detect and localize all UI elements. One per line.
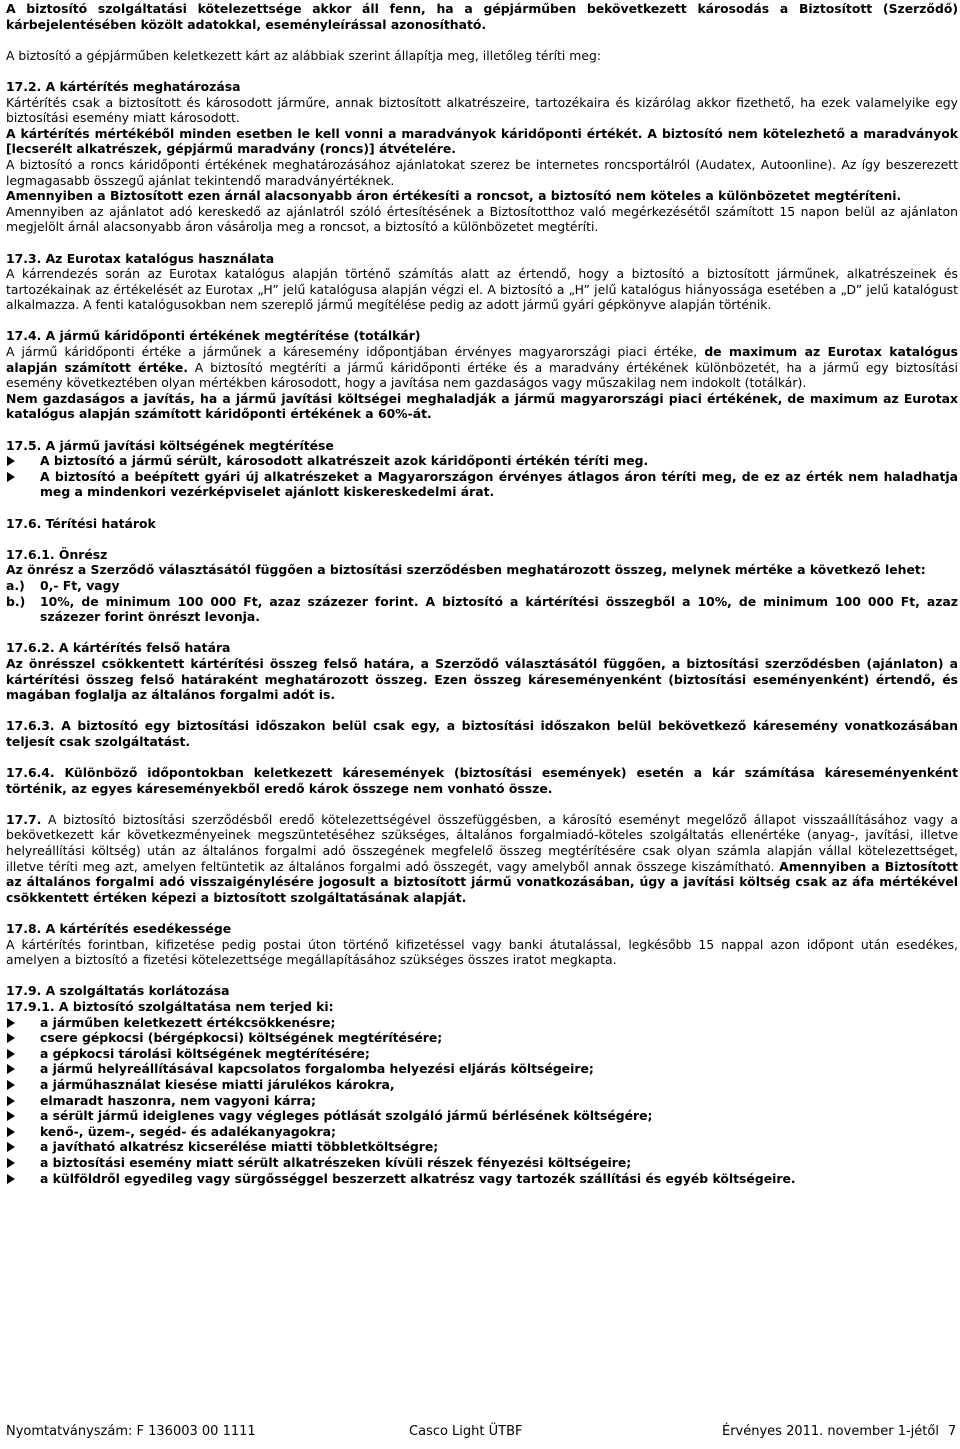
- list-item: [6, 1093, 958, 1109]
- list-item-text: a külföldről egyedileg vagy sürgősséggel beszerzett alkatrész vagy tartozék szállítási és egyéb költségeire.: [40, 1170, 796, 1186]
- footer-page-number: 7: [948, 1424, 957, 1439]
- section-17-6-4-paragraph: 17.6.4. Különböző időpontokban keletkezett káresemények (biztosítási események) esetén a kár számítása káreseményenként történik, az egyes káreseményekből eredő károk összege nem vonható össze.: [6, 765, 958, 796]
- section-17-2-paragraph-1: Kártérítés csak a biztosított és károsodott járműre, annak biztosított alkatrészeire, tartozékaira és kizárólag akkor fizethető, ha ezek valamelyike egy biztosítási esemény miatt károsodott.: [6, 94, 958, 126]
- list-item: [6, 1046, 958, 1062]
- exclusion-list: [6, 1015, 958, 1187]
- bullet-arrow-icon: [7, 1142, 15, 1152]
- bullet-arrow-icon: [7, 1158, 15, 1168]
- section-17-6-3-paragraph: 17.6.3. A biztosító egy biztosítási időszakon belül csak egy, a biztosítási időszakon belül bekövetkező káresemény vonatkozásában teljesít csak szolgáltatást.: [6, 718, 958, 749]
- list-item: [6, 1124, 958, 1140]
- list-item: [6, 1108, 958, 1124]
- list-item-text: 10%, de minimum 100 000 Ft, azaz százezer forint. A biztosító a kártérítési összegből a 10%, de minimum 100 000 Ft, azaz százezer forint önrészt levonja.: [40, 593, 958, 625]
- page-footer: [6, 1424, 958, 1442]
- bullet-arrow-icon: [7, 1127, 15, 1137]
- bullet-arrow-icon: [7, 1049, 15, 1059]
- list-item: [6, 469, 958, 500]
- list-item-text: a biztosítási esemény miatt sérült alkatrészeken kívüli részek fényezési költségeire;: [40, 1154, 632, 1170]
- section-17-4-paragraph-1: [6, 344, 958, 391]
- list-item: [6, 594, 958, 625]
- list-item: [6, 1015, 958, 1031]
- bullet-arrow-icon: [7, 456, 15, 466]
- intro-paragraph-1: A biztosító szolgáltatási kötelezettsége akkor áll fenn, ha a gépjárműben bekövetkezett károsodás a Biztosított (Szerződő) kárbejelentésében közölt adatokkal, eseményleírással azonosítható.: [6, 1, 958, 32]
- bullet-arrow-icon: [7, 1080, 15, 1090]
- section-17-8-heading: 17.8. A kártérítés esedékessége: [6, 921, 232, 937]
- section-17-2-paragraph-5: Amennyiben az ajánlatot adó kereskedő az ajánlatról szóló értesítésének a Biztosítotthoz való megérkezésétől számított 15 napon belül az ajánlaton megjelölt árnál alacsonyabb áron vásárolja meg a roncsot, a biztosító a különbözetet megtéríti.: [6, 203, 958, 235]
- bullet-arrow-icon: [7, 1096, 15, 1106]
- section-17-7-paragraph: [6, 812, 958, 906]
- section-17-6-2-paragraph: Az önrésszel csökkentett kártérítési összeg felső határa, a Szerződő választásától függően, a biztosítási szerződésben (ajánlaton) a kártérítési összeg felső határaként meghatározott összeg. Ezen összeg káreseményenként (biztosítási eseményenként) értendő, és magában foglalja az általános forgalmi adót is.: [6, 655, 958, 703]
- section-17-4-text-b: de maximum az Eurotax katalógus alapján számított értéke.: [6, 344, 958, 375]
- list-item-text: A biztosító a jármű sérült, károsodott alkatrészeit azok káridőponti értékén téríti meg.: [40, 453, 649, 469]
- list-item-text: csere gépkocsi (bérgépkocsi) költségének megtérítésére;: [40, 1030, 443, 1046]
- list-item-text: A biztosító a beépített gyári új alkatrészeket a Magyarországon érvényes átlagos áron téríti meg, de ez az érték nem haladhatja meg a mindenkori vezérképviselet ajánlott kiskereskedelmi árat.: [40, 468, 958, 500]
- list-item: [6, 1077, 958, 1093]
- section-17-8-paragraph: A kártérítés forintban, kifizetése pedig postai úton történő kifizetéssel vagy banki átutalással, legkésőbb 15 nappal azon időpont után esedékes, amelyen a biztosító a fizetési kötelezettsége megállapításához szükséges összes iratot megkapta.: [6, 936, 958, 968]
- section-17-2-heading: 17.2. A kártérítés meghatározása: [6, 78, 241, 94]
- footer-product-name: Casco Light ÜTBF: [409, 1424, 523, 1439]
- bullet-arrow-icon: [7, 1064, 15, 1074]
- section-17-3-heading: 17.3. Az Eurotax katalógus használata: [6, 250, 275, 266]
- section-17-2-paragraph-2: A kártérítés mértékéből minden esetben le kell vonni a maradványok káridőponti értékét. A biztosító nem kötelezhető a maradványok [lecserélt alkatrészek, gépjármű maradvány (roncs)] átvételére.: [6, 125, 958, 157]
- section-17-9-1-heading: 17.9.1. A biztosító szolgáltatása nem terjed ki:: [6, 999, 334, 1014]
- list-item: [6, 1155, 958, 1171]
- list-item: [6, 453, 958, 469]
- list-item-text: a javítható alkatrész kicserélése miatti többletköltségre;: [40, 1139, 439, 1155]
- section-17-6-1-paragraph: Az önrész a Szerződő választásától függően a biztosítási szerződésben meghatározott összeg, melynek mértéke a következő lehet:: [6, 562, 926, 578]
- list-item-text: kenő-, üzem-, segéd- és adalékanyagokra;: [40, 1123, 336, 1139]
- bullet-arrow-icon: [7, 1033, 15, 1043]
- section-17-6-1-heading: 17.6.1. Önrész: [6, 546, 108, 562]
- document-page: [6, 1, 958, 1186]
- section-17-6-2-heading: 17.6.2. A kártérítés felső határa: [6, 640, 231, 656]
- section-17-2-paragraph-3: A biztosító a roncs káridőponti értékének meghatározásához ajánlatokat szerez be internetes roncsportálról (Audatex, Autoonline). Az így beszerezett legmagasabb összegű ajánlat tekintendő maradványértéknek.: [6, 156, 958, 188]
- section-17-4-heading: 17.4. A jármű káridőponti értékének megtérítése (totálkár): [6, 328, 421, 344]
- list-item: [6, 578, 958, 594]
- list-item: [6, 1030, 958, 1046]
- section-17-4-paragraph-2: Nem gazdaságos a javítás, ha a jármű javítási költségei meghaladják a jármű magyarországi piaci értékének, de maximum az Eurotax katalógus alapján számított káridőponti értékének a 60%-át.: [6, 390, 958, 422]
- list-item-text: a gépkocsi tárolási költségének megtérítésére;: [40, 1045, 370, 1061]
- section-17-9-heading: 17.9. A szolgáltatás korlátozása: [6, 983, 230, 999]
- footer-validity: Érvényes 2011. november 1-jétől: [722, 1424, 939, 1439]
- section-17-4-text-c: A biztosító megtéríti a jármű káridőponti értéke és a maradvány értékének különbözetét, ha a jármű egy biztosítási esemény következtében olyan mértékben károsodott, hogy a javítása nem gazdaságos vagy műszakilag nem indokolt (totálkár).: [6, 359, 958, 391]
- list-item-marker: b.): [6, 593, 26, 609]
- section-17-3-paragraph: A kárrendezés során az Eurotax katalógus alapján történő számítás alatt az értendő, hogy a biztosító a biztosított járműnek, alkatrészeinek és tartozékainak az értékelését az Eurotax „H” jelű katalógusa alapján végzi el. A biztosító a „H” jelű katalógus hiányossága esetében a „D” jelű katalógust alkalmazza. A fenti katalógusokban nem szereplő jármű megítélése pedig az adott jármű gyári gépkönyve alapján történik.: [6, 266, 958, 313]
- list-item-text: a sérült jármű ideiglenes vagy végleges pótlását szolgáló jármű bérlésének költségére;: [40, 1108, 653, 1124]
- list-item-text: a jármű helyreállításával kapcsolatos forgalomba helyezési eljárás költségeire;: [40, 1061, 594, 1077]
- bullet-arrow-icon: [7, 472, 15, 482]
- list-item-text: a járműhasználat kiesése miatti járulékos károkra,: [40, 1076, 395, 1092]
- list-item-text: 0,- Ft, vagy: [40, 577, 120, 593]
- list-item: [6, 1171, 958, 1187]
- intro-paragraph-2: A biztosító a gépjárműben keletkezett kárt az alábbiak szerint állapítja meg, illetőleg téríti meg:: [6, 47, 602, 63]
- section-17-4-text-a: A jármű káridőponti értéke a járműnek a káresemény időpontjában érvényes magyarországi piaci értéke,: [6, 344, 705, 360]
- section-17-7-text-a: A biztosító biztosítási szerződésből eredő kötelezettségével összefüggésben, a károsító eseményt megelőző állapot visszaállításához vagy a bekövetkezett kár következményeinek megszüntetéséhez szükséges, általános forgalmiadó-köteles szolgáltatás ellenértéke (anyag-, javítási, illetve helyreállítási költség) után az általános forgalmi adó összegének megfelelő összeg megtérítésére csak olyan számla alapján vállal kötelezettséget, illetve téríti meg azt, amelyen feltüntetik az általános forgalmi adó összegét, vagy amelyből annak összege kiszámítható.: [6, 811, 958, 874]
- footer-form-number: Nyomtatványszám: F 136003 00 1111: [6, 1424, 256, 1439]
- bullet-arrow-icon: [7, 1174, 15, 1184]
- list-item-text: elmaradt haszonra, nem vagyoni kárra;: [40, 1092, 316, 1108]
- section-17-6-heading: 17.6. Térítési határok: [6, 515, 156, 531]
- section-17-7-number: 17.7.: [6, 811, 42, 827]
- bullet-arrow-icon: [7, 1111, 15, 1121]
- list-item-text: a járműben keletkezett értékcsökkenésre;: [40, 1014, 336, 1030]
- bullet-arrow-icon: [7, 1018, 15, 1028]
- list-item-marker: a.): [6, 577, 25, 593]
- list-item: [6, 1061, 958, 1077]
- section-17-7-text-b: Amennyiben a Biztosított az általános forgalmi adó visszaigénylésére jogosult a biztosított jármű vonatkozásában, úgy a javítási költség csak az áfa mértékével csökkentett értéken képezi a biztosított szolgáltatásának alapját.: [6, 858, 958, 905]
- section-17-2-paragraph-4: Amennyiben a Biztosított ezen árnál alacsonyabb áron értékesíti a roncsot, a biztosító nem köteles a különbözetet megtéríteni.: [6, 188, 902, 204]
- list-item: [6, 1139, 958, 1155]
- section-17-5-heading: 17.5. A jármű javítási költségének megtérítése: [6, 437, 334, 453]
